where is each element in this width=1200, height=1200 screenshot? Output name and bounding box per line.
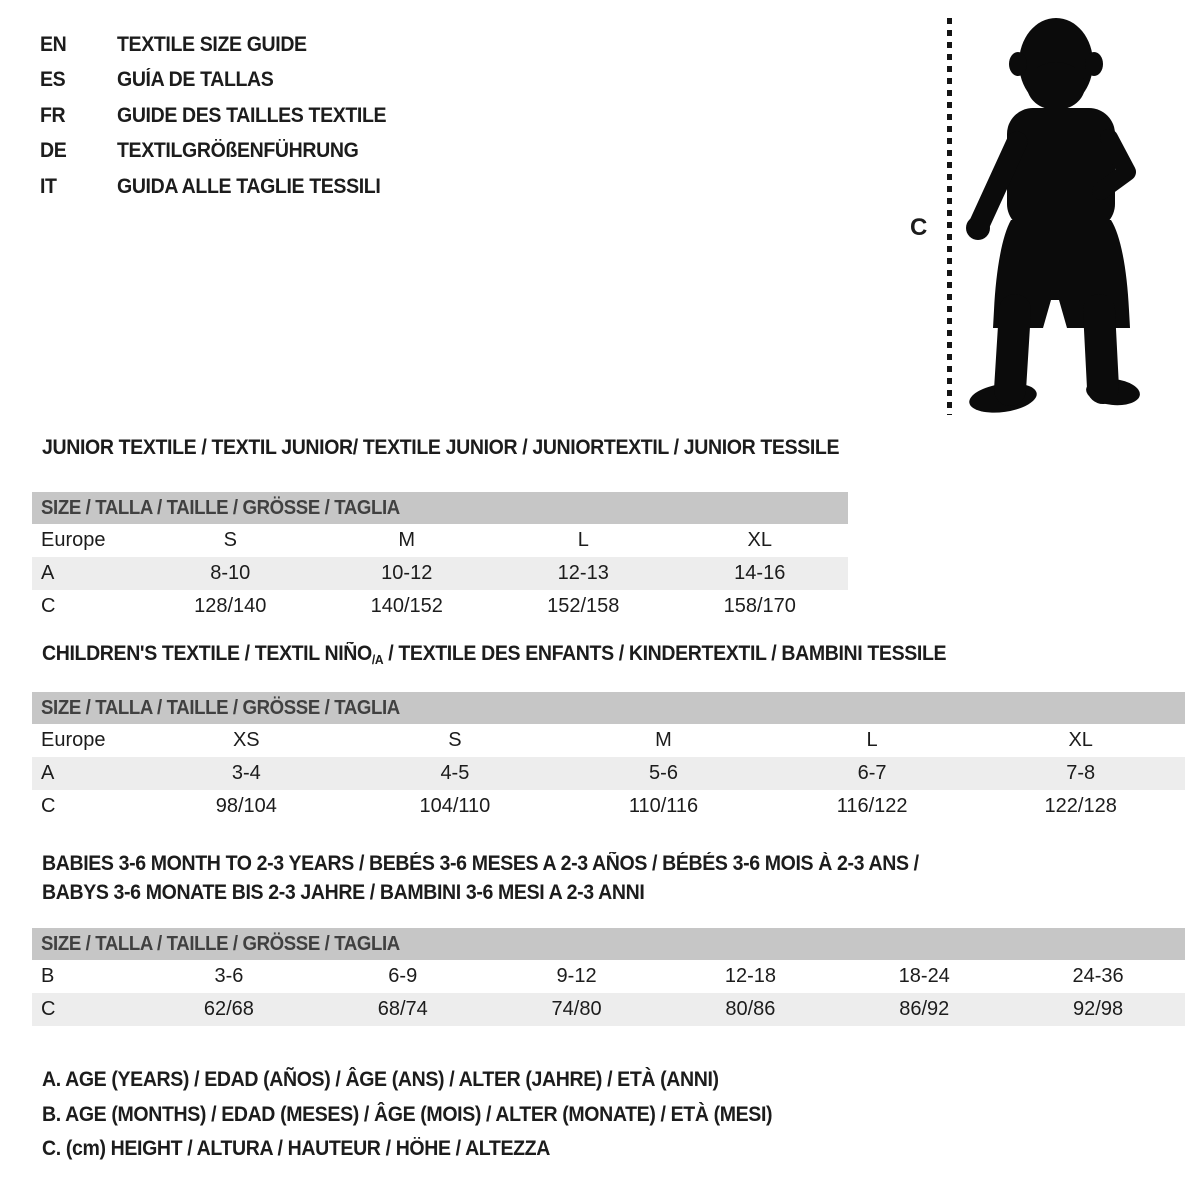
height-cell: 80/86 — [725, 998, 776, 1020]
height-cell: 92/98 — [1073, 998, 1124, 1020]
size-cell: S — [448, 729, 462, 751]
language-code: EN — [40, 32, 67, 56]
row-label: A — [41, 562, 55, 584]
height-cell: 104/110 — [419, 795, 491, 817]
size-cell: L — [866, 729, 878, 751]
size-cell: S — [223, 529, 237, 551]
months-cell: 18-24 — [898, 965, 950, 987]
language-code: ES — [40, 68, 66, 92]
size-header-bar: SIZE / TALLA / TAILLE / GRÖSSE / TAGLIA — [32, 692, 1185, 724]
size-cell: XL — [1068, 729, 1093, 751]
junior-size-table — [32, 492, 848, 623]
months-cell: 3-6 — [214, 965, 244, 987]
language-code: IT — [40, 174, 57, 198]
language-code: FR — [40, 103, 66, 127]
months-cell: 12-18 — [724, 965, 776, 987]
height-cell: 62/68 — [203, 998, 254, 1020]
height-cell: 68/74 — [377, 998, 428, 1020]
children-size-table — [32, 692, 1185, 823]
language-row-es — [40, 63, 406, 99]
age-cell: 5-6 — [649, 762, 678, 784]
language-label: TEXTILGRÖßENFÜHRUNG — [117, 139, 359, 163]
size-header-bar: SIZE / TALLA / TAILLE / GRÖSSE / TAGLIA — [32, 928, 1185, 960]
measure-legend — [42, 1063, 827, 1167]
language-label: GUIDA ALLE TAGLIE TESSILI — [117, 174, 381, 198]
age-cell: 8-10 — [210, 562, 251, 584]
table-row-months — [32, 960, 1185, 993]
age-cell: 4-5 — [440, 762, 470, 784]
language-label: TEXTILE SIZE GUIDE — [117, 32, 307, 56]
row-label: C — [41, 998, 56, 1020]
table-row-height — [32, 993, 1185, 1026]
height-measure-line — [947, 18, 952, 415]
language-row-de — [40, 134, 406, 170]
size-cell: M — [655, 729, 672, 751]
row-label: B — [41, 965, 55, 987]
nino-a-subscript: /A — [371, 652, 384, 667]
language-label: GUIDE DES TAILLES TEXTILE — [117, 103, 387, 127]
babies-size-table — [32, 928, 1185, 1026]
babies-section-title: BABIES 3-6 MONTH TO 2-3 YEARS / BEBÉS 3-6 MESES A 2-3 AÑOS / BÉBÉS 3-6 MOIS À 2-3 ANS / BABYS 3-6 MONATE BIS 2-3 JAHRE / BAMBINI 3-6 MESI A 2-3 ANNI — [42, 852, 919, 904]
row-label: C — [41, 595, 56, 617]
language-title-list — [40, 27, 406, 205]
legend-age-months: B. AGE (MONTHS) / EDAD (MESES) / ÂGE (MOIS) / ALTER (MONATE) / ETÀ (MESI) — [42, 1102, 773, 1126]
months-cell: 6-9 — [388, 965, 418, 987]
height-measure-label: C — [910, 214, 928, 241]
language-label: GUÍA DE TALLAS — [117, 68, 274, 92]
row-label: C — [41, 795, 56, 817]
table-row-height — [32, 790, 1185, 823]
months-cell: 9-12 — [556, 965, 597, 987]
height-cell: 98/104 — [215, 795, 277, 817]
size-header-bar: SIZE / TALLA / TAILLE / GRÖSSE / TAGLIA — [32, 492, 848, 524]
height-cell: 86/92 — [899, 998, 950, 1020]
height-cell: 110/116 — [628, 795, 699, 817]
legend-age-years: A. AGE (YEARS) / EDAD (AÑOS) / ÂGE (ANS) / ALTER (JAHRE) / ETÀ (ANNI) — [42, 1068, 719, 1092]
table-row-age — [32, 757, 1185, 790]
height-cell: 74/80 — [551, 998, 602, 1020]
size-cell: XS — [232, 729, 260, 751]
height-cell: 122/128 — [1044, 795, 1117, 817]
legend-height-cm: C. (cm) HEIGHT / ALTURA / HAUTEUR / HÖHE / ALTEZZA — [42, 1137, 550, 1161]
junior-section-title: JUNIOR TEXTILE / TEXTIL JUNIOR/ TEXTILE JUNIOR / JUNIORTEXTIL / JUNIOR TESSILE — [42, 436, 840, 459]
age-cell: 14-16 — [734, 562, 786, 584]
language-row-fr — [40, 98, 406, 134]
toddler-silhouette-icon — [963, 12, 1143, 417]
months-cell: 24-36 — [1072, 965, 1124, 987]
age-cell: 3-4 — [231, 762, 261, 784]
size-cell: L — [577, 529, 589, 551]
row-label: A — [41, 762, 55, 784]
age-cell: 7-8 — [1066, 762, 1096, 784]
table-row-europe — [32, 724, 1185, 757]
language-row-it — [40, 169, 406, 205]
size-cell: M — [398, 529, 416, 551]
row-label: Europe — [41, 729, 106, 751]
height-cell: 158/170 — [723, 595, 796, 617]
height-cell: 128/140 — [194, 595, 267, 617]
age-cell: 10-12 — [381, 562, 433, 584]
language-row-en — [40, 27, 406, 63]
height-cell: 152/158 — [547, 595, 620, 617]
language-code: DE — [40, 139, 67, 163]
age-cell: 12-13 — [557, 562, 609, 584]
age-cell: 6-7 — [857, 762, 887, 784]
size-cell: XL — [747, 529, 772, 551]
children-section-title: CHILDREN'S TEXTILE / TEXTIL NIÑO/A / TEXTILE DES ENFANTS / KINDERTEXTIL / BAMBINI TESSILE — [42, 642, 947, 667]
table-row-age — [32, 557, 848, 590]
height-cell: 140/152 — [370, 595, 443, 617]
table-row-height — [32, 590, 848, 623]
table-row-europe — [32, 524, 848, 557]
height-cell: 116/122 — [836, 795, 908, 817]
row-label: Europe — [41, 529, 106, 551]
